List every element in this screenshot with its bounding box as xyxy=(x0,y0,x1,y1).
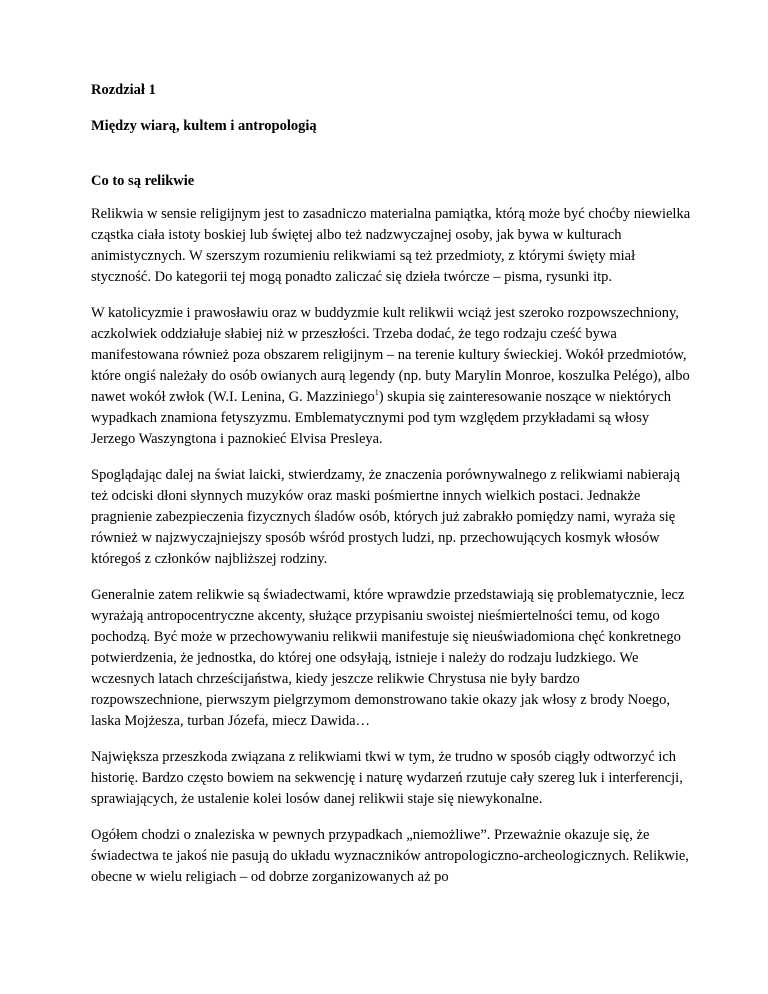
chapter-heading: Rozdział 1 xyxy=(91,82,156,98)
document-page xyxy=(91,80,691,888)
paragraph xyxy=(91,303,691,450)
paragraph: Największa przeszkoda związana z relikwiami tkwi w tym, że trudno w sposób ciągły odtworzyć ich historię. Bardzo często bowiem na sekwencję i naturę wydarzeń rzutuje cały szereg luk i interferencji, sprawiających, że ustalenie kolei losów danej relikwii staje się niewykonalne. xyxy=(91,749,683,807)
paragraph-text: W katolicyzmie i prawosławiu oraz w buddyzmie kult relikwii wciąż jest szeroko rozpowszechniony, aczkolwiek oddziałuje słabiej niż w przeszłości. Trzeba dodać, że tego rodzaju cześć bywa manifestowana również poza obszarem religijnym – na terenie kultury świeckiej. Wokół przedmiotów, które ongiś należały do osób owianych aurą legendy (np. buty Marylin Monroe, koszulka Pelégo), albo nawet wokół zwłok (W.I. Lenina, G. Mazziniego xyxy=(91,305,690,405)
section-heading: Co to są relikwie xyxy=(91,173,195,189)
paragraph: Generalnie zatem relikwie są świadectwami, które wprawdzie przedstawiają się problematycznie, lecz wyrażają antropocentryczne akcenty, służące przypisaniu swoistej nieśmiertelności temu, od kogo pochodzą. Być może w przechowywaniu relikwii manifestuje się nieuświadomiona chęć konkretnego potwierdzenia, że jednostka, do której one odsyłają, istnieje i należy do rodzaju ludzkiego. We wczesnych latach chrześcijaństwa, kiedy jeszcze relikwie Chrystusa nie były bardzo rozpowszechnione, pierwszym pielgrzymom demonstrowano takie okazy jak włosy z brody Noego, laska Mojżesza, turban Józefa, miecz Dawida… xyxy=(91,587,685,729)
paragraph: Relikwia w sensie religijnym jest to zasadniczo materialna pamiątka, którą może być choćby niewielka cząstka ciała istoty boskiej lub świętej albo też nadzwyczajnej osoby, jak bywa w kulturach animistycznych. W szerszym rozumieniu relikwiami są też przedmioty, z którymi święty miał styczność. Do kategorii tej mogą ponadto zaliczać się dzieła twórcze – pisma, rysunki itp. xyxy=(91,206,691,285)
paragraph-text: ) skupia się zainteresowanie noszące w niektórych wypadkach znamiona fetyszyzmu. Emblematycznymi pod tym względem przykładami są włosy Jerzego Waszyngtona i paznokieć Elvisa Presleya. xyxy=(91,389,672,447)
paragraph: Spoglądając dalej na świat laicki, stwierdzamy, że znaczenia porównywalnego z relikwiami nabierają też odciski dłoni słynnych muzyków oraz maski pośmiertne innych wielkich postaci. Jednakże pragnienie zabezpieczenia fizycznych śladów osób, których już zabrakło pomiędzy nami, wyraża się również w najzwyczajniejszy sposób wśród prostych ludzi, np. przechowujących kosmyk włosów któregoś z członków najbliższej rodziny. xyxy=(91,467,680,567)
paragraph: Ogółem chodzi o znaleziska w pewnych przypadkach „niemożliwe”. Przeważnie okazuje się, że świadectwa te jakoś nie pasują do układu wyznaczników antropologiczno-archeologicznych. Relikwie, obecne w wielu religiach – od dobrze zorganizowanych aż po xyxy=(91,827,689,885)
footnote-reference[interactable]: 1 xyxy=(374,388,379,398)
chapter-subtitle: Między wiarą, kultem i antropologią xyxy=(91,118,317,134)
